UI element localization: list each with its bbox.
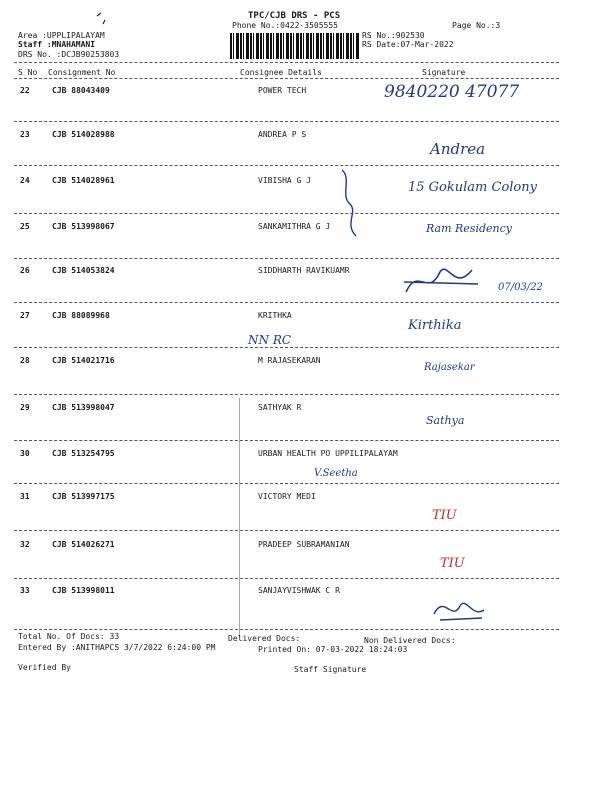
row-consignee-name: VICTORY MEDI xyxy=(258,492,316,501)
document-title: TPC/CJB DRS - PCS xyxy=(248,11,341,21)
row-consignee-name: SIDDHARTH RAVIKUAMR xyxy=(258,266,350,275)
page-number: Page No.:3 xyxy=(452,21,501,30)
row-consignee-name: KRITHKA xyxy=(258,311,292,320)
row-divider xyxy=(14,483,559,484)
row-handwritten-signature: 9840220 47077 xyxy=(384,82,520,102)
row-sno: 28 xyxy=(20,356,30,365)
row-sno: 32 xyxy=(20,540,30,549)
handwritten-note-row27: NN RC xyxy=(248,333,292,347)
bracket-mark-icon xyxy=(338,168,364,238)
col-header-consignment: Consignment No xyxy=(48,68,116,77)
row-consignment-no: CJB 513998047 xyxy=(52,403,115,412)
row-handwritten-signature: Kirthika xyxy=(408,318,462,333)
row-sno: 33 xyxy=(20,586,30,595)
row-handwritten-signature: Sathya xyxy=(426,414,465,427)
row-consignment-no: CJB 88043409 xyxy=(52,86,110,95)
row-sno: 30 xyxy=(20,449,30,458)
row-divider xyxy=(14,165,559,166)
row-consignee-name: VIBISHA G J xyxy=(258,176,311,185)
barcode-image xyxy=(230,33,360,59)
row-consignment-no: CJB 514026271 xyxy=(52,540,115,549)
row-handwritten-signature: TIU xyxy=(440,556,465,571)
column-header-divider xyxy=(14,78,559,79)
row-sno: 22 xyxy=(20,86,30,95)
staff-label: Staff :MNAHAMANI xyxy=(18,40,96,49)
row-divider xyxy=(14,302,559,303)
row-consignment-no: CJB 513997175 xyxy=(52,492,115,501)
staff-signature-label: Staff Signature xyxy=(294,665,367,674)
row-sno: 27 xyxy=(20,311,30,320)
non-delivered-docs: Non Delivered Docs: xyxy=(364,636,456,645)
signature-scribble-row33 xyxy=(430,592,490,626)
row-divider xyxy=(14,530,559,531)
row-handwritten-signature: 07/03/22 xyxy=(498,282,543,293)
row-consignee-name: POWER TECH xyxy=(258,86,307,95)
handwritten-note-row30: V.Seetha xyxy=(314,468,358,479)
entered-by: Entered By :ANITHAPCS 3/7/2022 6:24:00 PM xyxy=(18,643,216,652)
row-handwritten-signature: TIU xyxy=(432,508,457,523)
footer-divider xyxy=(14,629,559,630)
col-header-signature: Signature xyxy=(422,68,466,77)
row-sno: 29 xyxy=(20,403,30,412)
row-handwritten-signature: Ram Residency xyxy=(426,222,512,235)
col-header-sno: S No xyxy=(18,68,38,77)
phone-number: Phone No.:0422-3505555 xyxy=(232,21,338,30)
row-sno: 26 xyxy=(20,266,30,275)
row-consignment-no: CJB 514053824 xyxy=(52,266,115,275)
rs-date: RS Date:07-Mar-2022 xyxy=(362,40,454,49)
row-consignment-no: CJB 514021716 xyxy=(52,356,115,365)
row-consignee-name: SANKAMITHRA G J xyxy=(258,222,331,231)
rs-number: RS No.:902530 xyxy=(362,31,425,40)
row-handwritten-signature: Andrea xyxy=(430,140,486,158)
row-divider xyxy=(14,394,559,395)
row-consignee-name: ANDREA P S xyxy=(258,130,307,139)
row-consignment-no: CJB 513998011 xyxy=(52,586,115,595)
row-divider xyxy=(14,258,559,259)
row-handwritten-signature: Rajasekar xyxy=(424,362,475,373)
drs-number: DRS No. :DCJB90253803 xyxy=(18,50,120,59)
stray-mark-icon xyxy=(95,10,115,26)
row-consignment-no: CJB 514028988 xyxy=(52,130,115,139)
row-divider xyxy=(14,440,559,441)
row-sno: 23 xyxy=(20,130,30,139)
signature-scribble-row26 xyxy=(402,262,482,302)
row-consignee-name: URBAN HEALTH PO UPPILIPALAYAM xyxy=(258,449,398,458)
row-consignee-name: SATHYAK R xyxy=(258,403,302,412)
row-divider xyxy=(14,121,559,122)
header-divider xyxy=(14,62,559,63)
row-consignment-no: CJB 88089968 xyxy=(52,311,110,320)
verified-by: Verified By xyxy=(18,663,71,672)
row-divider xyxy=(14,578,559,579)
total-docs: Total No. Of Docs: 33 xyxy=(18,632,120,641)
row-consignment-no: CJB 514028961 xyxy=(52,176,115,185)
row-sno: 31 xyxy=(20,492,30,501)
row-sno: 24 xyxy=(20,176,30,185)
row-divider xyxy=(14,347,559,348)
row-divider xyxy=(14,213,559,214)
delivered-docs: Delivered Docs: xyxy=(228,634,301,643)
row-sno: 25 xyxy=(20,222,30,231)
row-consignment-no: CJB 513998067 xyxy=(52,222,115,231)
printed-on: Printed On: 07-03-2022 18:24:03 xyxy=(258,645,408,654)
row-consignee-name: PRADEEP SUBRAMANIAN xyxy=(258,540,350,549)
row-handwritten-signature: 15 Gokulam Colony xyxy=(408,180,537,195)
row-consignee-name: SANJAYVISHWAK C R xyxy=(258,586,340,595)
row-consignment-no: CJB 513254795 xyxy=(52,449,115,458)
row-consignee-name: M RAJASEKARAN xyxy=(258,356,321,365)
vertical-rule xyxy=(239,398,240,638)
area-label: Area :UPPLIPALAYAM xyxy=(18,31,105,40)
col-header-consignee: Consignee Details xyxy=(240,68,322,77)
